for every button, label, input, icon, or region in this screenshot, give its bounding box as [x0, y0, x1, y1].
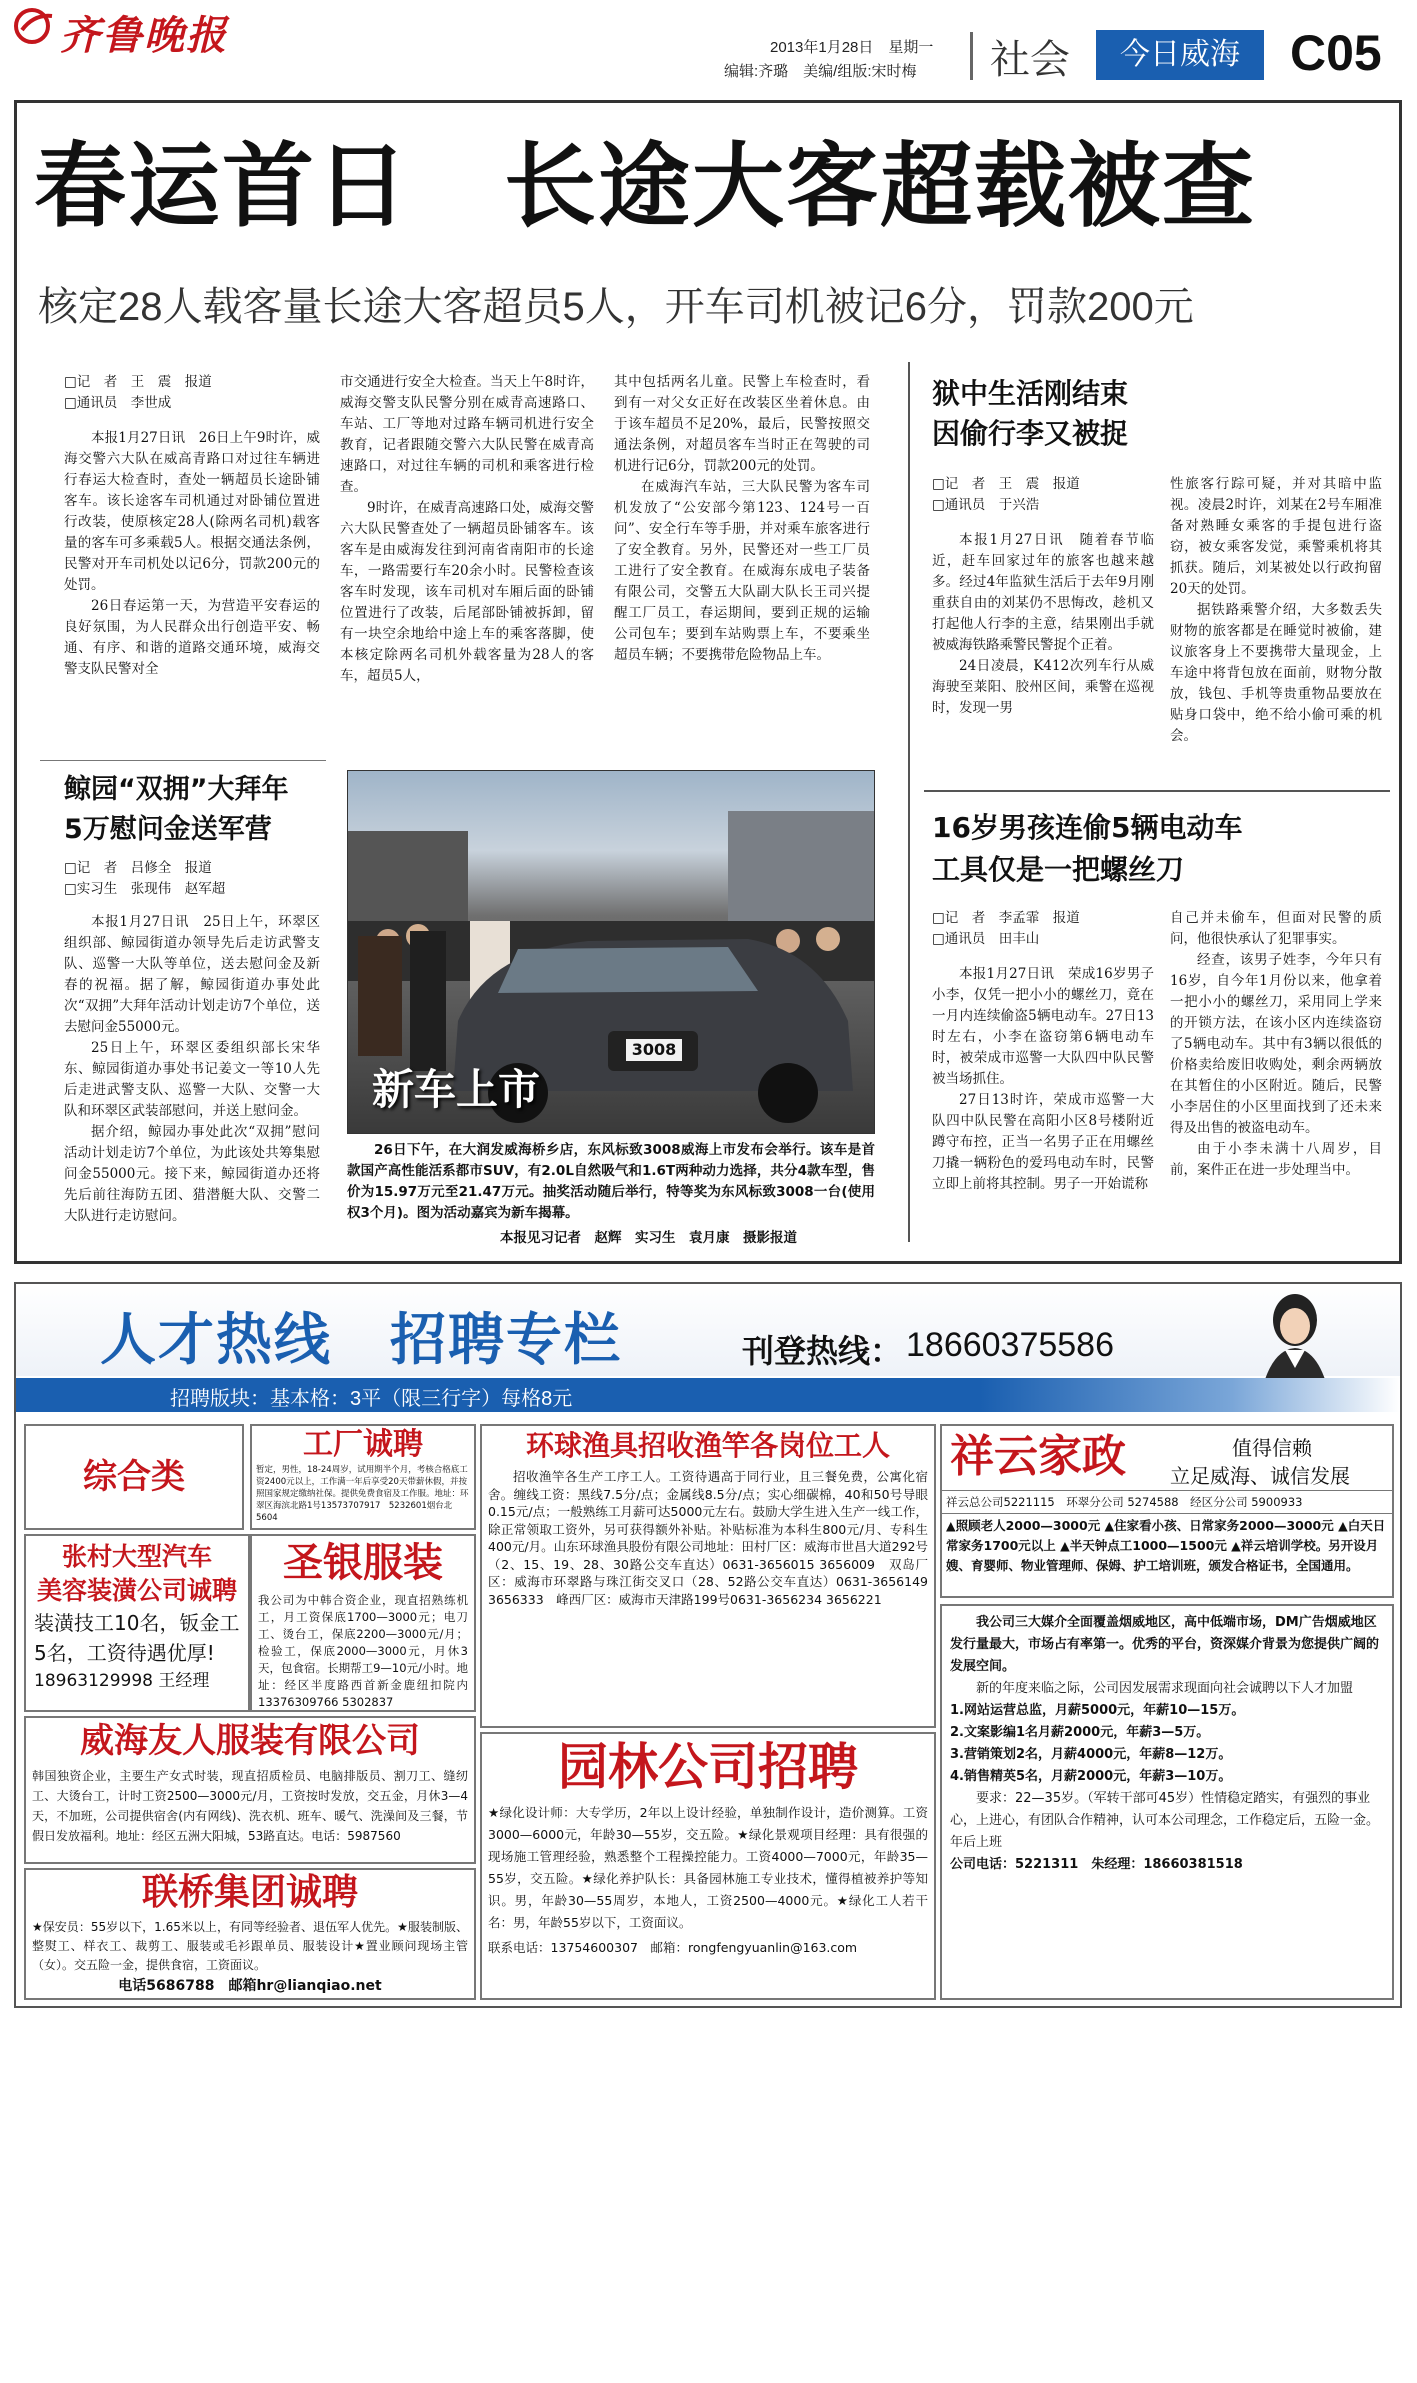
- ad-lianqiao-contact: 电话5686788 邮箱hr@lianqiao.net: [118, 1978, 382, 1994]
- ad-factory-title: 工厂诚聘: [303, 1427, 423, 1462]
- story3-byline-reporter: □记 者 吕修全 报道: [64, 860, 212, 876]
- story4-paragraph: 自己并未偷车，但面对民警的质问，他很快承认了犯罪事实。: [1170, 910, 1382, 947]
- column-tag: 今日威海: [1096, 30, 1264, 80]
- lead-column-3: [614, 372, 870, 666]
- lead-byline-reporter: □记 者 王 震 报道: [64, 374, 212, 390]
- ad-media-job: 3.营销策划2名，月薪4000元，年薪8—12万。: [950, 1747, 1232, 1762]
- ad-media-intro: 我公司三大媒介全面覆盖烟威地区，高中低端市场，DM广告烟威地区发行量最大，市场占有率第一。优秀的平台，资深媒介背景为您提供广阔的发展空间。: [950, 1615, 1380, 1674]
- section-name: 社会: [990, 38, 1070, 82]
- ad-lianqiao-body: ★保安员：55岁以下，1.65米以上，有同等经验者、退伍军人优先。★服装制版、整熨工、样衣工、裁剪工、服装或毛衫跟单员、服装设计★置业顾问现场主管（女）。交五险一金，提供食宿，工资面议。: [32, 1920, 468, 1972]
- ad-youren-body: 韩国独资企业，主要生产女式时装，现直招质检员、电脑排版员、割刀工、缝纫工、大烫台工，计时工资2500—3000元/月，工资按时发放，交五金，月休3—4天，不加班，公司提供宿舍(内有网线)、洗衣机、班车、暖气、洗澡间及三餐，节假日发放福利。地址：经区五洲大阳城，53路直达。电话：5987560: [32, 1769, 468, 1843]
- ad-factory-body: 暂定，男性，18-24周岁，试用期半个月，考核合格底工资2400元以上，工作满一年后享受20天带薪休假，并按照国家规定缴纳社保。提供免费食宿及工作服。地址：环翠区海滨北路1号13573707917 5232601烟台北5604: [256, 1465, 469, 1523]
- ad-lianqiao: [24, 1868, 476, 2000]
- ad-garden: [480, 1732, 936, 2000]
- ad-zhangcun: [24, 1534, 250, 1712]
- ad-factory: [250, 1424, 476, 1530]
- story3-paragraph: 据介绍，鲸园办事处此次“双拥”慰问活动计划走访7个单位，为此该处共筹集慰问金55000元。接下来，鲸园街道办还将先后前往海防五团、猎潜艇大队、交警二大队进行走访慰问。: [64, 1124, 320, 1224]
- story2-paragraph: 据铁路乘警介绍，大多数丢失财物的旅客都是在睡觉时被偷，建议旅客身上不要携带大量现金，上车途中将背包放在面前，财物分散放，钱包、手机等贵重物品要放在贴身口袋中，绝不给小偷可乘的机会。: [1170, 602, 1382, 744]
- story3-column: [64, 858, 320, 1227]
- story4-column-1: [932, 908, 1154, 1195]
- story2-headline-line1: 狱中生活刚结束: [932, 377, 1129, 410]
- rate-text: 招聘版块：基本格：3平（限三行字）每格8元: [170, 1388, 573, 1410]
- ad-shengyin: [250, 1534, 476, 1712]
- ad-zhangcun-phone: 18963129998 王经理: [34, 1671, 210, 1691]
- ad-housekeeping-title: 祥云家政: [950, 1431, 1126, 1482]
- ad-garden-body: ★绿化设计师：大专学历，2年以上设计经验，单独制作设计，造价测算。工资3000—6000元，年龄30—55岁，交五险。★绿化景观项目经理：具有很强的现场施工管理经验，熟悉整个工程操控能力。工资4000—7000元，年龄35—55岁，交五险。★绿化养护队长：具备园林施工专业技术，懂得植被养护等知识。男，年龄30—55周岁，本地人，工资2500—4000元。★绿化工人若干名：男，年龄55岁以下，工资面议。: [488, 1805, 928, 1930]
- editors-line: 编辑:齐璐 美编/组版:宋时梅: [724, 63, 917, 80]
- story3-paragraph: 本报1月27日讯 25日上午，环翠区组织部、鲸园街道办领导先后走访武警支队、巡警一大队等单位，送去慰问金及新春的祝福。据了解，鲸园街道办事处此次“双拥”大拜年活动计划走访7个单位，送去慰问金55000元。: [64, 914, 320, 1035]
- ad-zhangcun-title: 张村大型汽车: [61, 1542, 212, 1571]
- story4-byline-reporter: □记 者 李孟霏 报道: [932, 910, 1080, 926]
- issue-date: 2013年1月28日 星期一: [770, 39, 934, 56]
- story3-byline-intern: □实习生 张现伟 赵军超: [64, 881, 226, 897]
- photo-overlay-text: 新车上市: [372, 1065, 541, 1114]
- lead-paragraph: 市交通进行安全大检查。当天上午8时许，威海交警支队民警分别在威青高速路口、车站、工厂等地对过路车辆司机进行安全教育，记者跟随交警六大队民警在威青高速路口，对过往车辆的司机和乘客进行检查。: [340, 374, 594, 495]
- masthead: [0, 0, 1417, 95]
- ad-media-job: 1.网站运营总监，月薪5000元，年薪10—15万。: [950, 1703, 1245, 1718]
- story2-byline-correspondent: □通讯员 于兴浩: [932, 497, 1040, 513]
- ad-category-title: 综合类: [83, 1457, 185, 1497]
- newspaper-logo-icon: [12, 6, 60, 46]
- ad-youren-title: 威海友人服装有限公司: [80, 1721, 420, 1761]
- ad-housekeeping: [940, 1424, 1394, 1598]
- lead-byline-correspondent: □通讯员 李世成: [64, 395, 172, 411]
- story2-column-1: [932, 474, 1154, 719]
- ad-zhangcun-title: 美容装潢公司诚聘: [36, 1576, 237, 1605]
- recruit-title: 人才热线 招聘专栏: [100, 1308, 622, 1373]
- hotline-label: 刊登热线：: [742, 1333, 903, 1369]
- lead-paragraph: 本报1月27日讯 26日上午9时许，威海交警六大队在威高青路口对过往车辆进行春运大检查时，查处一辆超员长途卧铺客车。该长途客车司机通过对卧铺位置进行改装，使原核定28人(除两名司机)载客量的客车可多乘载5人。根据交通法条例，民警对开车司机处以记6分，罚款200元的处罚。: [64, 430, 320, 593]
- story2-column-2: [1170, 474, 1382, 747]
- lead-headline: 春运首日 长途大客超载被查: [34, 133, 1257, 240]
- lead-paragraph: 在威海汽车站，三大队民警为客车司机发放了“公安部今第123、124号一百问”、安全行车等手册，并对乘车旅客进行了安全教育。另外，民警还对一些工厂员工进行了安全教育。在威海东成电子装备有限公司，交警五大队副大队长王司兴提醒工厂员工，春运期间，要到正规的运输公司包车；要到车站购票上车，不要乘坐超员车辆；不要携带危险物品上车。: [614, 479, 870, 663]
- ad-media-contact: 公司电话：5221311 朱经理：18660381518: [950, 1857, 1243, 1872]
- ad-fishing-body: 招收渔竿各生产工序工人。工资待遇高于同行业，且三餐免费，公寓化宿舍。缠线工资：黑线7.5分/点；金属线8.5分/点；实心细碳棉，40和50号导眼0.15元/点；一般熟练工月薪可达5000元左右。鼓励大学生进入生产一线工作，除正常领取工资外，另可获得额外补贴。补贴标准为本科生800元/月、专科生400元/月。山东环球渔具股份有限公司地址：田村厂区：威海市世昌大道292号（2、15、19、28、30路公交车直达）0631-3656015 3656009 双岛厂区：威海市环翠路与珠江街交叉口（28、52路公交车直达）0631-3656149 3656333 峰西厂区：威海市天津路199号0631-3656234 3656221: [488, 1469, 928, 1607]
- story4-byline-correspondent: □通讯员 田丰山: [932, 931, 1040, 947]
- story-divider: [924, 790, 1390, 792]
- page-number: C05: [1290, 25, 1382, 81]
- photo-plate: 3008: [626, 1039, 682, 1061]
- lead-column-2: [340, 372, 594, 687]
- story4-headline-line2: 工具仅是一把螺丝刀: [932, 853, 1185, 886]
- story4-paragraph: 由于小李未满十八周岁，目前，案件正在进一步处理当中。: [1170, 1141, 1382, 1178]
- rate-banner-stripe: [980, 1378, 1400, 1412]
- story4-paragraph: 经查，该男子姓李，今年只有16岁，自今年1月份以来，他拿着一把小小的螺丝刀，采用同上学来的开锁方法，在该小区内连续盗窃了5辆电动车。其中有3辆以很低的价格卖给废旧收购处，剩余两辆放在其暂住的小区附近。随后，民警小李居住的小区里面找到了还未来得及出售的被盗电动车。: [1170, 952, 1382, 1136]
- story3-headline-line2: 5万慰问金送军营: [64, 814, 272, 845]
- ad-housekeeping-slogan: 值得信赖: [1232, 1436, 1312, 1460]
- photo-caption: 26日下午，在大润发威海桥乡店，东风标致3008威海上市发布会举行。该车是首款国产高性能活系都市SUV，有2.0L自然吸气和1.6T两种动力选择，共分4款车型，售价为15.97万元至21.47万元。抽奖活动随后举行，特等奖为东风标致3008一台(使用权3个月)。图为活动嘉宾为新车揭幕。: [347, 1142, 875, 1221]
- lead-paragraph: 其中包括两名儿童。民警上车检查时，看到有一对父女正好在改装区坐着休息。由于该车超员不足20%，最后，民警按照交通法条例，对超员客车当时正在驾驶的司机进行记6分，罚款200元的处罚。: [614, 374, 870, 474]
- lead-column-1: [64, 372, 320, 680]
- story4-headline-line1: 16岁男孩连偷5辆电动车: [932, 811, 1243, 844]
- ad-housekeeping-body: ▲照顾老人2000—3000元 ▲住家看小孩、日常家务2000—3000元 ▲白天日常家务1700元以上 ▲半天钟点工1000—1500元 ▲祥云培训学校。另开设月嫂、育婴师、物业管理师、保姆、护工培训班，颁发合格证书，全国通用。: [946, 1518, 1386, 1573]
- news-photo: [347, 770, 875, 1134]
- story3-paragraph: 25日上午，环翠区委组织部长宋华东、鲸园街道办事处书记姜文一等10人先后走进武警支队、巡警一大队、交警一大队和环翠区武装部慰问，并送上慰问金。: [64, 1040, 320, 1119]
- story2-byline-reporter: □记 者 王 震 报道: [932, 476, 1080, 492]
- ad-zhangcun-body: 装潢技工10名，钣金工5名，工资待遇优厚!: [34, 1611, 240, 1665]
- ad-housekeeping-branches: 祥云总公司5221115 环翠分公司 5274588 经区分公司 5900933: [942, 1490, 1392, 1514]
- ad-fishing-title: 环球渔具招收渔竿各岗位工人: [525, 1429, 890, 1462]
- ad-category: [24, 1424, 244, 1530]
- ad-media: [940, 1604, 1394, 2000]
- ad-media-need: 新的年度来临之际，公司因发展需求现面向社会诚聘以下人才加盟: [976, 1681, 1354, 1696]
- hotline-number: 18660375586: [906, 1326, 1115, 1364]
- lead-paragraph: 9时许，在威青高速路口处，威海交警六大队民警查处了一辆超员卧铺客车。该客车是由威海发往到河南省南阳市的长途车，一路需要行车20余小时。民警检查该客车时发现，该车司机对车厢后面的卧铺位置进行了改装，后尾部卧铺被拆卸，留有一块空余地给中途上车的乘客落脚，使本核定除两名司机外载客量为28人的客车，超员5人，: [340, 500, 594, 684]
- rate-banner: [16, 1378, 1400, 1412]
- newspaper-logo: 齐鲁晚报: [60, 12, 228, 59]
- masthead-divider: [970, 32, 973, 80]
- story2-headline-line2: 因偷行李又被捉: [932, 417, 1129, 450]
- story-divider: [40, 760, 326, 761]
- ad-youren: [24, 1716, 476, 1864]
- story4-paragraph: 27日13时许，荣成市巡警一大队四中队民警在高阳小区8号楼附近蹲守布控，正当一名男子正在用螺丝刀撬一辆粉色的爱玛电动车时，民警立即上前将其控制。男子一开始谎称: [932, 1092, 1154, 1192]
- ad-housekeeping-slogan: 立足威海、诚信发展: [1170, 1464, 1350, 1488]
- story4-column-2: [1170, 908, 1382, 1181]
- lead-subhead: 核定28人载客量长途大客超员5人，开车司机被记6分，罚款200元: [38, 285, 1194, 329]
- lead-paragraph: 26日春运第一天，为营造平安春运的良好氛围，为人民群众出行创造平安、畅通、有序、和谐的道路交通环境，威海交警支队民警对全: [64, 598, 320, 677]
- ad-garden-title: 园林公司招聘: [558, 1738, 858, 1796]
- ad-media-job: 2.文案影编1名月薪2000元，年薪3—5万。: [950, 1725, 1210, 1740]
- ad-shengyin-body: 我公司为中韩合资企业，现直招熟练机工，月工资保底1700—3000元；电刀工、烫台工，保底2200—3000元/月；检验工，保底2000—3000元，月休3天，包食宿。长期帮工9—10元/小时。地址：经区半度路西首新金鹿纽扣院内13376309766 5302837: [258, 1593, 468, 1709]
- ad-lianqiao-title: 联桥集团诚聘: [141, 1872, 358, 1913]
- ad-fishing: [480, 1424, 936, 1728]
- column-rule: [908, 362, 910, 1242]
- ad-media-requirements: 要求：22—35岁。（军转干部可45岁）性情稳定踏实，有强烈的事业心，上进心，有团队合作精神，认可本公司理念，工作稳定后，五险一金。年后上班: [950, 1791, 1380, 1850]
- story2-paragraph: 性旅客行踪可疑，并对其暗中监视。凌晨2时许，刘某在2号车厢准备对熟睡女乘客的手提包进行盗窃，被女乘客发觉，乘警乘机将其抓获。随后，刘某被处以行政拘留20天的处罚。: [1170, 476, 1382, 597]
- story3-headline-line1: 鲸园“双拥”大拜年: [64, 774, 289, 805]
- story2-paragraph: 24日凌晨，K412次列车行从威海驶至莱阳、胶州区间，乘警在巡视时，发现一男: [932, 658, 1154, 716]
- ad-shengyin-title: 圣银服装: [283, 1540, 443, 1586]
- ad-garden-contact: 联系电话：13754600307 邮箱：rongfengyuanlin@163.com: [488, 1940, 858, 1955]
- ad-media-job: 4.销售精英5名，月薪2000元，年薪3—10万。: [950, 1769, 1232, 1784]
- story2-paragraph: 本报1月27日讯 随着春节临近，赶车回家过年的旅客也越来越多。经过4年监狱生活后于去年9月刚重获自由的刘某仍不思悔改，趁机又打起他人行李的主意，结果刚出手就被威海铁路乘警民警捉个正着。: [932, 532, 1154, 653]
- photo-credit: 本报见习记者 赵辉 实习生 袁月康 摄影报道: [500, 1230, 797, 1246]
- story4-paragraph: 本报1月27日讯 荣成16岁男子小李，仅凭一把小小的螺丝刀，竟在一月内连续偷盗5辆电动车。27日13时左右，小李在盗窃第6辆电动车时，被荣成市巡警一大队四中队民警被当场抓住。: [932, 966, 1154, 1087]
